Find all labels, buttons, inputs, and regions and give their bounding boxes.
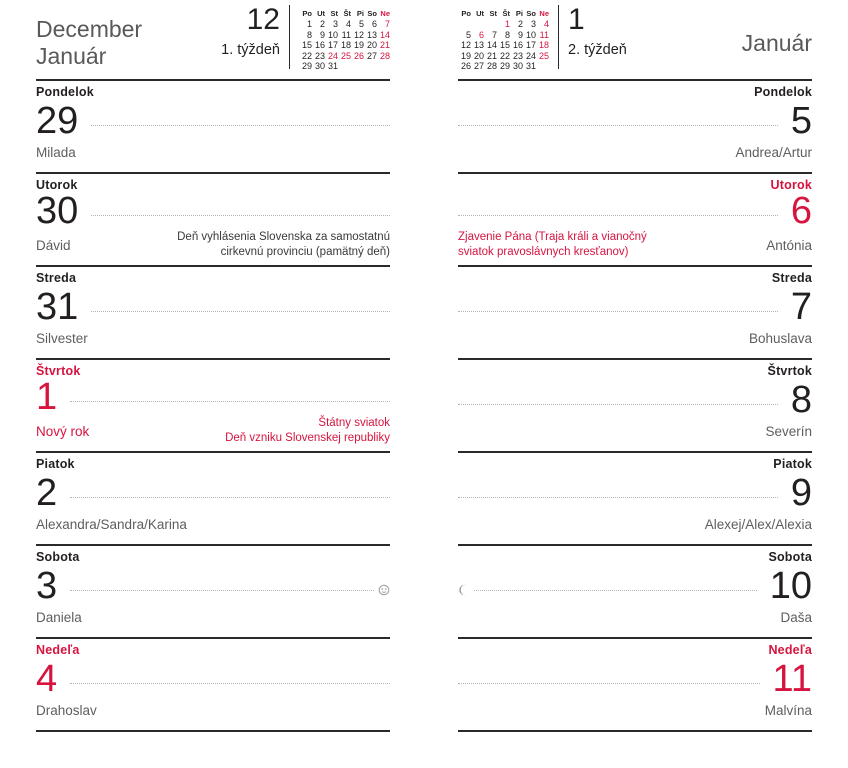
day-name-label: Štvrtok [767, 364, 812, 378]
left-page-header [36, 0, 390, 81]
mini-cal-date: 21 [379, 40, 390, 51]
day-number: 30 [36, 190, 79, 232]
day-name-label: Sobota [36, 550, 80, 564]
mini-cal-date [536, 61, 549, 72]
mini-calendar-january [458, 9, 549, 72]
mini-cal-date [377, 61, 390, 72]
day-footer-row [458, 419, 812, 451]
name-day-names: Dávid [36, 237, 71, 253]
mini-cal-date: 17 [327, 40, 338, 51]
mini-cal-date: 11 [539, 29, 549, 40]
left-week-label: 1. týždeň [221, 41, 280, 58]
name-day-names: Milada [36, 144, 76, 160]
mini-cal-date: 30 [512, 61, 523, 72]
mini-cal-date: 16 [512, 40, 523, 51]
writing-line [70, 589, 374, 591]
name-day-names: Antónia [766, 237, 812, 253]
name-day-names: Nový rok [36, 423, 90, 439]
day-section-thursday [458, 360, 812, 453]
day-number-row [36, 660, 390, 698]
day-number: 2 [36, 472, 58, 514]
day-name-label: Sobota [768, 550, 812, 564]
day-footer-row [36, 605, 390, 637]
mini-cal-date: 15 [301, 40, 312, 51]
day-number-row [458, 474, 812, 512]
mini-cal-date: 16 [314, 40, 325, 51]
day-number: 1 [36, 376, 58, 418]
mini-cal-date [458, 19, 471, 30]
mini-cal-date: 21 [486, 50, 497, 61]
day-number: 6 [790, 190, 812, 232]
mini-cal-day-header: Ne [539, 9, 549, 18]
writing-line [70, 400, 390, 402]
mini-cal-date: 10 [327, 29, 338, 40]
right-week-block [568, 4, 627, 79]
mini-cal-day-header: So [526, 9, 536, 18]
writing-line [458, 310, 778, 312]
mini-cal-date: 13 [473, 40, 484, 51]
mini-cal-date: 24 [327, 50, 338, 61]
mini-cal-date: 25 [340, 50, 351, 61]
left-month-title [36, 16, 142, 79]
mini-cal-date: 14 [486, 40, 497, 51]
day-section-thursday [36, 360, 390, 453]
mini-cal-day-header: Št [343, 9, 351, 18]
day-number-row [36, 288, 390, 326]
day-number-row [36, 378, 390, 416]
mini-cal-date: 18 [340, 40, 351, 51]
mini-cal-date: 15 [499, 40, 510, 51]
day-number-row [458, 381, 812, 419]
day-section-sunday [458, 639, 812, 732]
day-section-saturday [458, 546, 812, 639]
left-month-title-line1: December [36, 16, 143, 42]
mini-cal-date: 23 [512, 50, 523, 61]
name-day-names: Bohuslava [748, 330, 812, 346]
day-number: 5 [790, 100, 812, 142]
day-footer-row [36, 230, 390, 268]
left-page [36, 0, 390, 768]
mini-cal-date: 6 [478, 29, 484, 40]
day-name-label: Piatok [773, 457, 812, 471]
day-name-label: Streda [36, 271, 77, 285]
day-name-label: Nedeľa [768, 643, 812, 657]
day-number: 11 [772, 658, 812, 700]
mini-cal-date: 28 [379, 50, 390, 61]
day-number: 31 [36, 286, 79, 328]
mini-cal-day-header: Pi [356, 9, 364, 18]
holiday-note-line: Deň vyhlásenia Slovenska za samostatnú [177, 231, 390, 243]
writing-line [91, 124, 390, 126]
name-day-names: Andrea/Artur [735, 144, 812, 160]
mini-cal-day-header: Ut [476, 9, 484, 18]
mini-cal-date: 1 [306, 19, 312, 29]
mini-cal-date: 27 [366, 50, 377, 61]
day-number: 29 [36, 100, 79, 142]
left-month-number: 12 [246, 3, 280, 36]
mini-cal-date: 22 [301, 50, 312, 61]
mini-cal-date: 4 [345, 19, 351, 29]
day-number: 4 [36, 658, 58, 700]
name-day-names: Daša [780, 609, 812, 625]
mini-cal-day-header: Št [502, 9, 510, 18]
mini-cal-date: 11 [341, 29, 351, 40]
holiday-note [225, 416, 390, 446]
writing-line [70, 496, 390, 498]
day-name-label: Utorok [36, 178, 78, 192]
writing-line [474, 589, 757, 591]
mini-cal-date: 24 [525, 50, 536, 61]
mini-cal-date: 8 [306, 29, 312, 40]
day-footer-row [36, 512, 390, 544]
mini-cal-date: 29 [499, 61, 510, 72]
mini-cal-day-header: St [489, 9, 497, 18]
mini-cal-date: 29 [301, 61, 312, 72]
right-week-label: 2. týždeň [568, 41, 627, 58]
mini-cal-day-header: Ne [380, 9, 390, 18]
holiday-note-line: sviatok pravoslávnych kresťanov) [458, 246, 629, 259]
mini-cal-date: 2 [517, 19, 523, 29]
holiday-note-line: Štátny sviatok [318, 417, 390, 429]
day-number-row [458, 192, 812, 230]
day-name-label: Štvrtok [36, 364, 81, 378]
day-section-friday [36, 453, 390, 546]
mini-cal-date: 7 [491, 29, 497, 40]
writing-line [458, 682, 760, 684]
mini-cal-date: 5 [358, 19, 364, 29]
day-section-tuesday [36, 174, 390, 267]
mini-cal-day-header: Po [302, 9, 312, 18]
header-vertical-divider [289, 5, 290, 69]
mini-cal-date: 10 [525, 29, 536, 40]
day-footer-row [458, 230, 812, 268]
name-day-names: Daniela [36, 609, 82, 625]
mini-cal-date [484, 19, 497, 30]
mini-cal-date: 12 [353, 29, 364, 40]
day-footer-row [458, 698, 812, 730]
mini-cal-day-header: So [367, 9, 377, 18]
mini-cal-date: 31 [525, 61, 536, 72]
mini-cal-date: 9 [517, 29, 523, 40]
day-section-monday [458, 81, 812, 174]
mini-cal-date: 26 [353, 50, 364, 61]
day-section-monday [36, 81, 390, 174]
mini-cal-date: 20 [366, 40, 377, 51]
mini-cal-date: 2 [319, 19, 325, 29]
day-number: 9 [790, 472, 812, 514]
left-day-list [36, 81, 390, 732]
mini-cal-date: 4 [543, 19, 549, 29]
day-number-row [36, 567, 390, 605]
mini-cal-date: 22 [499, 50, 510, 61]
writing-line [458, 124, 778, 126]
writing-line [458, 496, 778, 498]
left-week-block [221, 4, 280, 79]
day-section-wednesday [36, 267, 390, 360]
day-section-sunday [36, 639, 390, 732]
holiday-note-line: Deň vzniku Slovenskej republiky [225, 432, 390, 445]
day-name-label: Pondelok [754, 85, 812, 99]
writing-line [458, 403, 778, 405]
name-day-names: Malvína [764, 702, 812, 718]
mini-cal-date: 28 [486, 61, 497, 72]
day-name-label: Nedeľa [36, 643, 80, 657]
mini-cal-date: 5 [465, 29, 471, 40]
name-day-names: Alexej/Alex/Alexia [704, 516, 812, 532]
day-name-label: Utorok [770, 178, 812, 192]
mini-cal-date: 12 [460, 40, 471, 51]
holiday-note [177, 230, 390, 260]
mini-cal-date: 13 [366, 29, 377, 40]
full-moon-icon [378, 584, 390, 596]
day-footer-row [36, 140, 390, 172]
holiday-note-line: Zjavenie Pána (Traja králi a vianočný [458, 231, 647, 243]
mini-cal-date: 1 [504, 19, 510, 29]
mini-cal-date [364, 61, 377, 72]
day-footer-row [458, 326, 812, 358]
crescent-moon-icon [458, 584, 470, 596]
day-number: 3 [36, 565, 58, 607]
name-day-names: Severín [765, 423, 812, 439]
day-footer-row [36, 416, 390, 454]
mini-cal-date: 7 [384, 19, 390, 29]
day-number-row [36, 192, 390, 230]
right-month-title: Január [741, 30, 812, 56]
mini-cal-day-header: St [330, 9, 338, 18]
mini-cal-date [338, 61, 351, 72]
name-day-names: Alexandra/Sandra/Karina [36, 516, 187, 532]
mini-cal-day-header: Pi [515, 9, 523, 18]
day-footer-row [458, 140, 812, 172]
right-day-list [458, 81, 812, 732]
right-page [458, 0, 812, 768]
day-number-row [458, 288, 812, 326]
mini-cal-date: 17 [525, 40, 536, 51]
day-section-wednesday [458, 267, 812, 360]
day-name-label: Pondelok [36, 85, 94, 99]
mini-cal-date: 19 [353, 40, 364, 51]
mini-cal-date: 18 [538, 40, 549, 51]
day-number-row [36, 474, 390, 512]
day-footer-row [458, 605, 812, 637]
mini-cal-date: 19 [460, 50, 471, 61]
mini-cal-date: 14 [379, 29, 390, 40]
day-number-row [458, 102, 812, 140]
day-footer-row [458, 512, 812, 544]
holiday-note [458, 230, 647, 260]
day-number: 7 [790, 286, 812, 328]
writing-line [70, 682, 390, 684]
mini-cal-date: 23 [314, 50, 325, 61]
day-section-tuesday [458, 174, 812, 267]
mini-cal-day-header: Ut [317, 9, 325, 18]
day-name-label: Streda [771, 271, 812, 285]
day-number-row [36, 102, 390, 140]
right-page-header [458, 0, 812, 81]
writing-line [458, 214, 778, 216]
day-section-saturday [36, 546, 390, 639]
right-month-number: 1 [568, 3, 585, 36]
day-name-label: Piatok [36, 457, 75, 471]
mini-cal-date: 20 [473, 50, 484, 61]
writing-line [91, 310, 390, 312]
day-number-row [458, 660, 812, 698]
left-month-title-line2: Január [36, 43, 107, 70]
header-vertical-divider [558, 5, 559, 69]
name-day-names: Drahoslav [36, 702, 97, 718]
writing-line [91, 214, 390, 216]
mini-cal-date: 27 [473, 61, 484, 72]
mini-cal-date: 25 [538, 50, 549, 61]
holiday-note-line: cirkevnú provinciu (pamätný deň) [220, 246, 390, 259]
mini-cal-date: 6 [371, 19, 377, 29]
mini-cal-date: 30 [314, 61, 325, 72]
mini-cal-date: 9 [319, 29, 325, 40]
mini-cal-date [471, 19, 484, 30]
day-footer-row [36, 698, 390, 730]
day-number: 8 [790, 379, 812, 421]
day-number-row [458, 567, 812, 605]
mini-cal-date [351, 61, 364, 72]
mini-cal-date: 3 [332, 19, 338, 29]
mini-cal-date: 26 [460, 61, 471, 72]
mini-calendar-december [299, 9, 390, 72]
mini-cal-day-header: Po [461, 9, 471, 18]
mini-cal-date: 3 [530, 19, 536, 29]
name-day-names: Silvester [36, 330, 88, 346]
day-footer-row [36, 326, 390, 358]
mini-cal-date: 8 [504, 29, 510, 40]
day-section-friday [458, 453, 812, 546]
day-number: 10 [769, 565, 812, 607]
mini-cal-date: 31 [327, 61, 338, 72]
